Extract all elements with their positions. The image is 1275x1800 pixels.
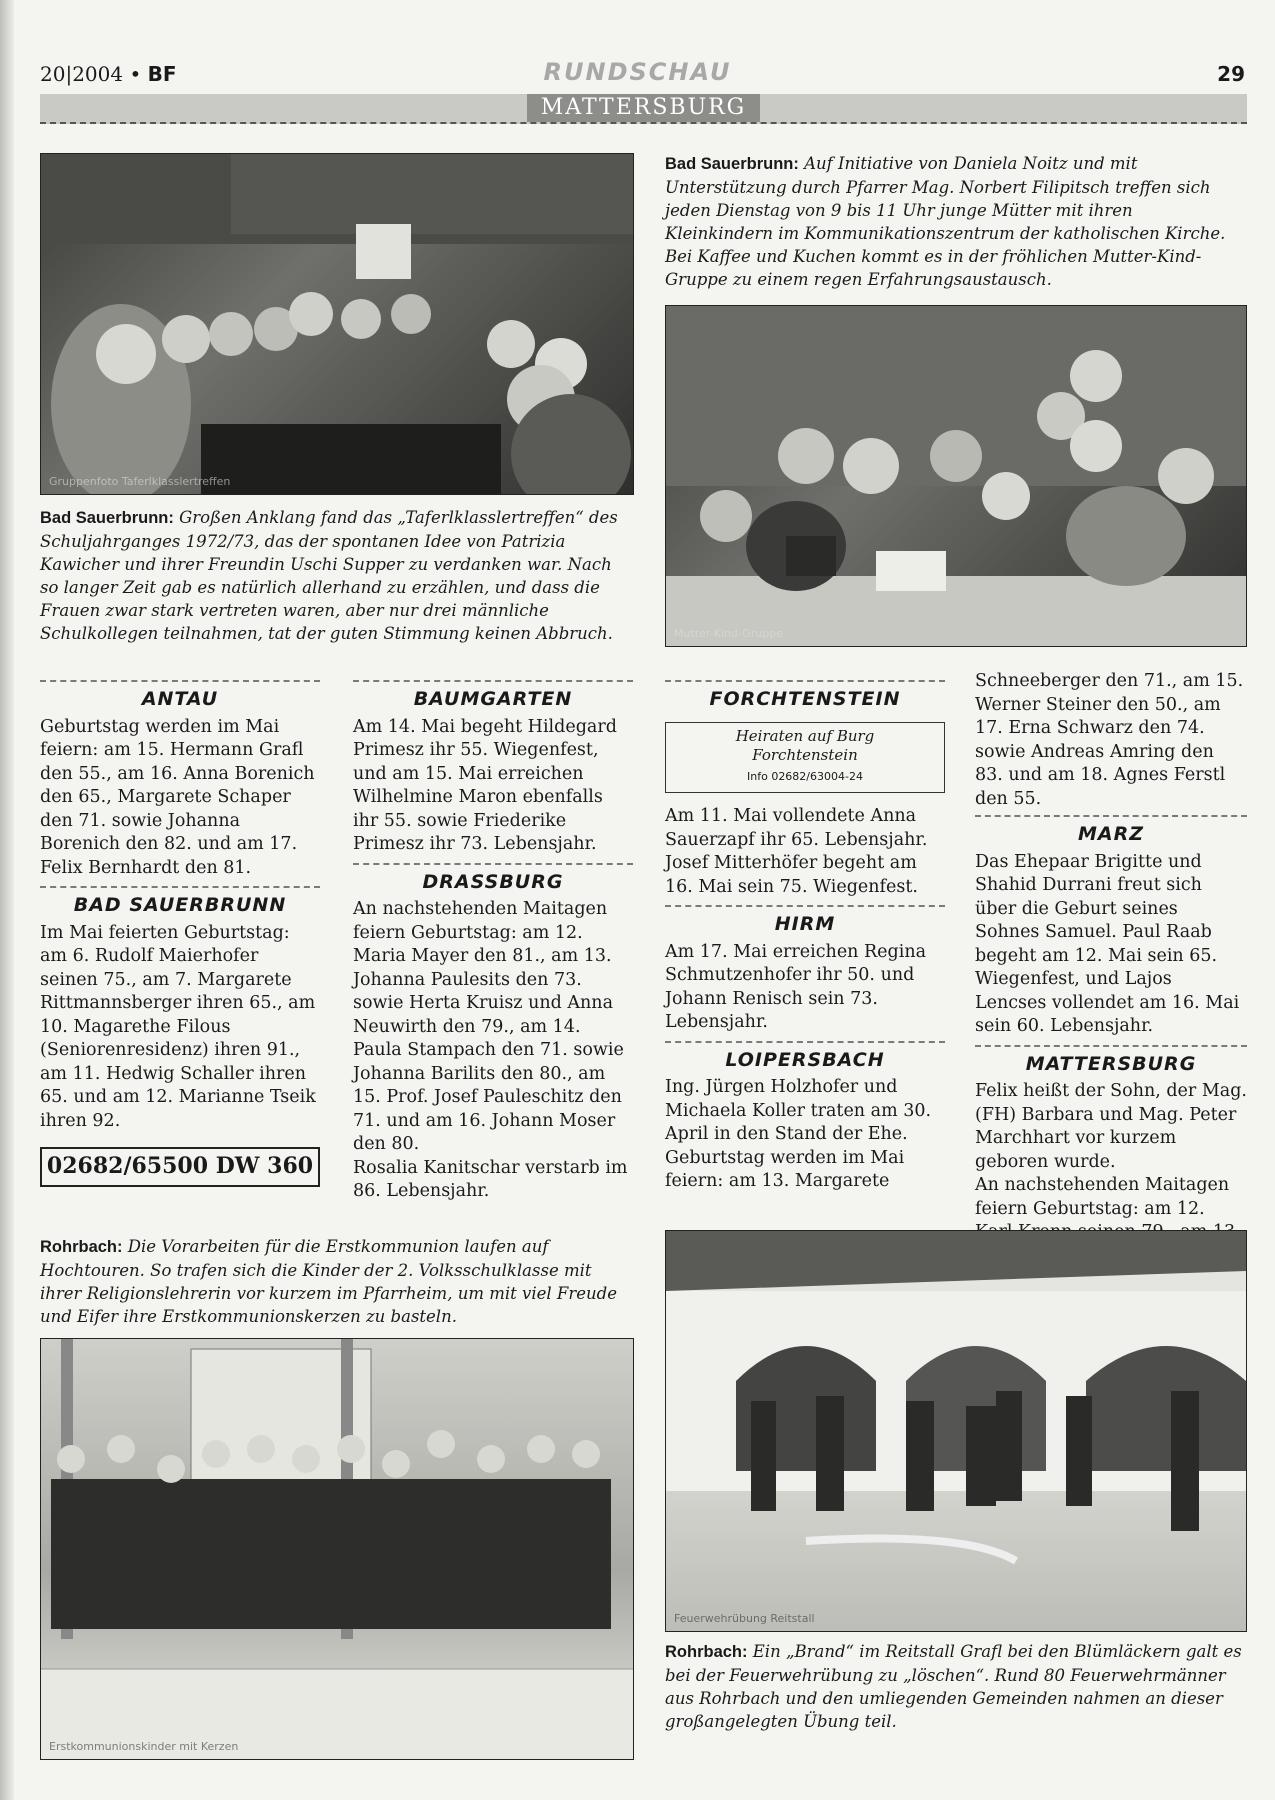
column-1 — [40, 680, 320, 1187]
section-text-antau: Geburtstag werden im Mai feiern: am 15. Hermann Grafl den 55., am 16. Anna Borenich den 65., Margarete Schaper den 71. sowie Johanna Borenich den 82. und am 17. Felix Bernhardt den 81. — [40, 716, 315, 878]
section-title-antau: ANTAU — [40, 680, 320, 712]
photo-erstkommunion — [40, 1338, 634, 1760]
caption-text: Auf Initiative von Daniela Noitz und mit Unterstützung durch Pfarrer Mag. Norbert Filipitsch treffen sich jeden Dienstag von 9 bis 11 Uhr junge Mütter mit ihren Kleinkindern im Kommunikationszentrum der katholischen Kirche. Bei Kaffee und Kuchen kommt es in der fröhlichen Mutter-Kind-Gruppe zu einem regen Erfahrungsaustausch. — [665, 154, 1226, 289]
photo-taferlklassler-shapes — [41, 154, 633, 494]
caption-sauerbrunn-mothers — [665, 152, 1245, 291]
ad-line-1: Heiraten auf Burg — [735, 726, 875, 745]
photo-taferlklassler — [40, 153, 634, 495]
caption-text: Großen Anklang fand das „Taferlklasslertreffen“ des Schuljahrganges 1972/73, das der spontanen Idee von Patrizia Kawicher und ihrer Freundin Uschi Supper zu verdanken war. Nach so langer Zeit gab es natürlich allerhand zu erzählen, und dass die Frauen zwar stark vertreten waren, aber nur drei männliche Schulkollegen teilnahmen, tat der guten Stimmung keinen Abbruch. — [40, 508, 618, 643]
ad-info: Info 02682/63004-24 — [747, 769, 863, 783]
section-text-drassburg: An nachstehenden Maitagen feiern Geburtstag: am 12. Maria Mayer den 81., am 13. Johanna Paulesits den 73. sowie Herta Kruisz und Anna Neuwirth den 79., am 14. Paula Stampach den 71. sowie Johanna Barilits den 80., am 15. Prof. Josef Pauleschitz den 71. und am 16. Johann Moser den 80. — [353, 899, 624, 1154]
column-4 — [975, 670, 1247, 1268]
photo-feuerwehr-shapes — [666, 1231, 1246, 1631]
section-title-drassburg: DRASSBURG — [353, 863, 633, 895]
section-title-loipersbach: LOIPERSBACH — [665, 1041, 945, 1073]
section-text-loipersbach: Ing. Jürgen Holzhofer und Michaela Koller traten am 30. April in den Stand der Ehe. Geburtstag werden im Mai feiern: am 13. Margarete — [665, 1077, 932, 1191]
phone-number-box: 02682/65500 DW 360 — [40, 1147, 320, 1187]
section-title-mattersburg: MATTERSBURG — [975, 1045, 1247, 1077]
caption-lead: Rohrbach: — [40, 1238, 123, 1256]
section-text-mattersburg: Felix heißt der Sohn, der Mag. (FH) Barbara und Mag. Peter Marchhart vor kurzem geboren wurde. — [975, 1081, 1247, 1172]
region-banner — [40, 94, 1247, 124]
page-fold-shadow — [0, 0, 14, 1800]
photo-mutter-kind-shapes — [666, 306, 1246, 646]
caption-lead: Rohrbach: — [665, 1643, 748, 1661]
section-text-mattersburg-2: An nachstehenden Maitagen feiern Geburtstag: am 12. — [975, 1175, 1230, 1219]
section-text-hirm: Am 17. Mai erreichen Regina Schmutzenhofer ihr 50. und Johann Renisch sein 73. Lebensjahr. — [665, 941, 927, 1032]
section-title-bad-sauerbrunn: BAD SAUERBRUNN — [40, 886, 320, 918]
photo-mutter-kind-gruppe — [665, 305, 1247, 647]
caption-rohrbach-kommunion — [40, 1235, 632, 1328]
caption-lead: Bad Sauerbrunn: — [665, 155, 799, 173]
page-number: 29 — [1217, 62, 1245, 86]
caption-text: Ein „Brand“ im Reitstall Grafl bei den Blümläckern galt es bei der Feuerwehrübung zu „löschen“. Rund 80 Feuerwehrmänner aus Rohrbach und den umliegenden Gemeinden nahmen an dieser großangelegten Übung teil. — [665, 1642, 1242, 1731]
region-title: MATTERSBURG — [527, 94, 761, 122]
photo-erstkommunion-label: Erstkommunionskinder mit Kerzen — [49, 1740, 239, 1753]
column-2 — [353, 680, 633, 1204]
section-title-marz: MARZ — [975, 815, 1247, 847]
caption-rohrbach-feuerwehr — [665, 1640, 1245, 1733]
issue-number: 20|2004 • BF — [40, 62, 177, 86]
photo-taferlklassler-label: Gruppenfoto Taferlklasslertreffen — [49, 475, 231, 488]
photo-feuerwehruebung — [665, 1230, 1247, 1632]
section-title-baumgarten: BAUMGARTEN — [353, 680, 633, 712]
ad-line-2: Forchtenstein — [752, 745, 858, 764]
newspaper-section-title: RUNDSCHAU — [543, 58, 732, 86]
photo-erstkommunion-shapes — [41, 1339, 633, 1759]
photo-mutter-kind-label: Mutter-Kind-Gruppe — [674, 627, 783, 640]
ad-forchtenstein — [665, 722, 945, 794]
caption-text: Die Vorarbeiten für die Erstkommunion laufen auf Hochtouren. So trafen sich die Kinder der 2. Volksschulklasse mit ihrer Religionslehrerin vor kurzem im Pfarrheim, um mit viel Freude und Eifer ihre Erstkommunionskerzen zu basteln. — [40, 1237, 617, 1326]
caption-lead: Bad Sauerbrunn: — [40, 509, 174, 527]
column-3 — [665, 680, 945, 1194]
photo-feuerwehr-label: Feuerwehrübung Reitstall — [674, 1612, 815, 1625]
section-text-baumgarten: Am 14. Mai begeht Hildegard Primesz ihr 55. Wiegenfest, und am 15. Mai erreichen Wilhelmine Maron ebenfalls ihr 55. sowie Friederike Primesz ihr 73. Lebensjahr. — [353, 716, 617, 854]
caption-sauerbrunn-taferl — [40, 506, 632, 645]
section-title-forchtenstein: FORCHTENSTEIN — [665, 680, 945, 712]
section-text-marz: Das Ehepaar Brigitte und Shahid Durrani freut sich über die Geburt seines Sohnes Samuel. Paul Raab begeht am 12. Mai sein 65. Wiegenfest, und Lajos Lencses vollendet am 16. Mai sein 60. Lebensjahr. — [975, 851, 1240, 1036]
section-text-forchtenstein: Am 11. Mai vollendete Anna Sauerzapf ihr 65. Lebensjahr. Josef Mitterhöfer begeht am 16. Mai sein 75. Wiegenfest. — [665, 806, 928, 897]
section-text-bad-sauerbrunn: Im Mai feierten Geburtstag: am 6. Rudolf Maierhofer seinen 75., am 7. Margarete Rittmannsberger ihren 65., am 10. Magarethe Filous (Seniorenresidenz) ihren 91., am 11. Hedwig Schaller ihren 65. und am 12. Marianne Tseik ihren 92. — [40, 922, 316, 1131]
section-text-loipersbach-cont: Schneeberger den 71., am 15. Werner Steiner den 50., am 17. Erna Schwarz den 74. sowie Andreas Amring den 83. und am 18. Agnes Ferstl den 55. — [975, 671, 1244, 809]
section-title-hirm: HIRM — [665, 905, 945, 937]
section-text-drassburg-2: Rosalia Kanitschar verstarb im 86. Lebensjahr. — [353, 1157, 628, 1201]
